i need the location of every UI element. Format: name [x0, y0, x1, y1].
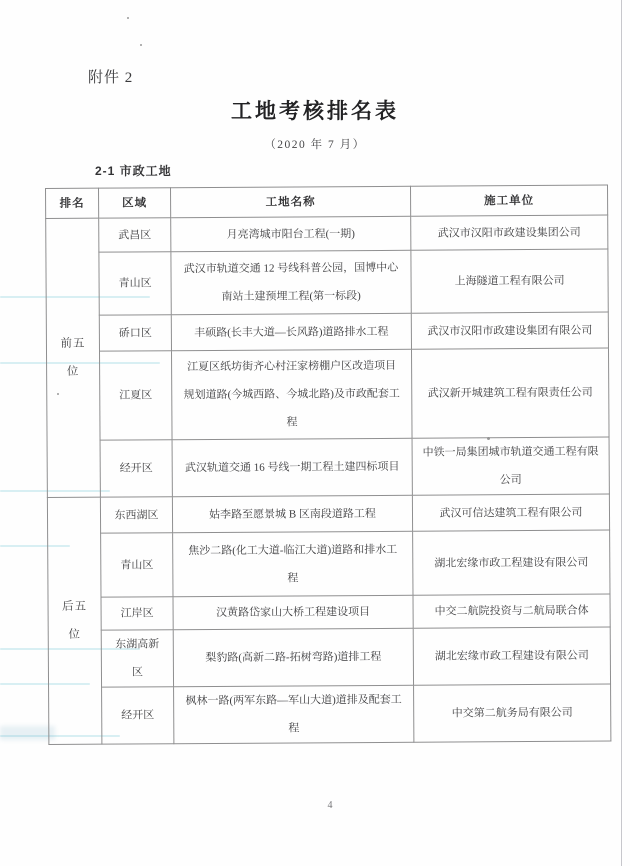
- site-cell: 丰硕路(长丰大道—长风路)道路排水工程: [171, 313, 411, 350]
- section-heading: 2-1 市政工地: [95, 164, 172, 178]
- site-cell: 武汉市轨道交通 12 号线科普公园，国博中心南站土建预埋工程(第一标段): [171, 250, 411, 314]
- district-cell: 经开区: [102, 687, 174, 744]
- contractor-cell: 湖北宏缘市政工程建设有限公司: [413, 627, 610, 685]
- site-cell: 汉黄路岱家山大桥工程建设项目: [173, 595, 413, 629]
- table-row: [46, 215, 608, 252]
- contractor-cell: 湖北宏缘市政工程建设有限公司: [413, 530, 610, 595]
- table-row: [47, 437, 609, 497]
- table-row: [47, 494, 609, 533]
- district-cell: 江岸区: [101, 597, 173, 630]
- rank-group-label: 前五位: [46, 218, 101, 497]
- district-cell: 武昌区: [99, 218, 171, 252]
- table-row: [48, 627, 610, 687]
- rank-group-label: 后五位: [47, 497, 102, 744]
- contractor-cell: 武汉市汉阳市政建设集团有限公司: [411, 312, 608, 349]
- page-number: 4: [327, 800, 333, 811]
- site-cell: 梨豹路(高新二路-拓树弯路)道排工程: [173, 628, 413, 686]
- table-row: [48, 530, 610, 597]
- contractor-cell: 上海隧道工程有限公司: [411, 249, 608, 313]
- district-cell: 经开区: [100, 440, 172, 497]
- ranking-table: [45, 185, 611, 745]
- table-row: [46, 348, 609, 440]
- scan-page-edge: [621, 0, 622, 866]
- col-header-site: 工地名称: [171, 186, 411, 217]
- site-cell: 焦沙二路(化工大道-临江大道)道路和排水工程: [173, 531, 413, 596]
- col-header-district: 区域: [99, 188, 171, 218]
- attachment-label: 附件 2: [88, 70, 134, 86]
- table-row: [46, 312, 608, 351]
- contractor-cell: 中交二航院投资与二航局联合体: [413, 594, 610, 628]
- contractor-cell: 中交第二航务局有限公司: [414, 684, 611, 742]
- table-header-row: [46, 185, 608, 218]
- table-row: [48, 594, 610, 630]
- district-cell: 东湖高新区: [101, 630, 173, 687]
- scan-smudge: [0, 726, 55, 740]
- report-date: （2020 年 7 月）: [264, 139, 366, 151]
- district-cell: 硚口区: [99, 315, 171, 351]
- district-cell: 东西湖区: [100, 497, 172, 533]
- ranking-table-body: [46, 215, 611, 744]
- contractor-cell: 武汉可信达建筑工程有限公司: [412, 494, 609, 531]
- table-row: [49, 684, 611, 744]
- site-cell: 姑李路至愿景城 B 区南段道路工程: [172, 495, 412, 532]
- scan-speck: [140, 44, 142, 46]
- scan-speck: [127, 17, 129, 19]
- site-cell: 枫林一路(两军东路—军山大道)道排及配套工程: [174, 685, 414, 743]
- district-cell: 青山区: [101, 533, 173, 597]
- col-header-contractor: 施工单位: [410, 185, 607, 216]
- contractor-cell: 中铁一局集团城市轨道交通工程有限公司: [412, 437, 609, 495]
- contractor-cell: 武汉新开城建筑工程有限责任公司: [411, 348, 609, 438]
- col-header-rank: 排名: [46, 188, 99, 218]
- site-cell: 武汉轨道交通 16 号线一期工程土建四标项目: [172, 438, 412, 496]
- page-title: 工地考核排名表: [231, 100, 399, 123]
- site-cell: 江夏区纸坊街齐心村汪家榜棚户区改造项目规划道路(今城西路、今城北路)及市政配套工程: [171, 349, 412, 439]
- site-cell: 月亮湾城市阳台工程(一期): [171, 216, 411, 251]
- district-cell: 青山区: [99, 252, 171, 315]
- table-row: [46, 249, 608, 315]
- district-cell: 江夏区: [99, 351, 172, 440]
- contractor-cell: 武汉市汉阳市政建设集团公司: [411, 215, 608, 250]
